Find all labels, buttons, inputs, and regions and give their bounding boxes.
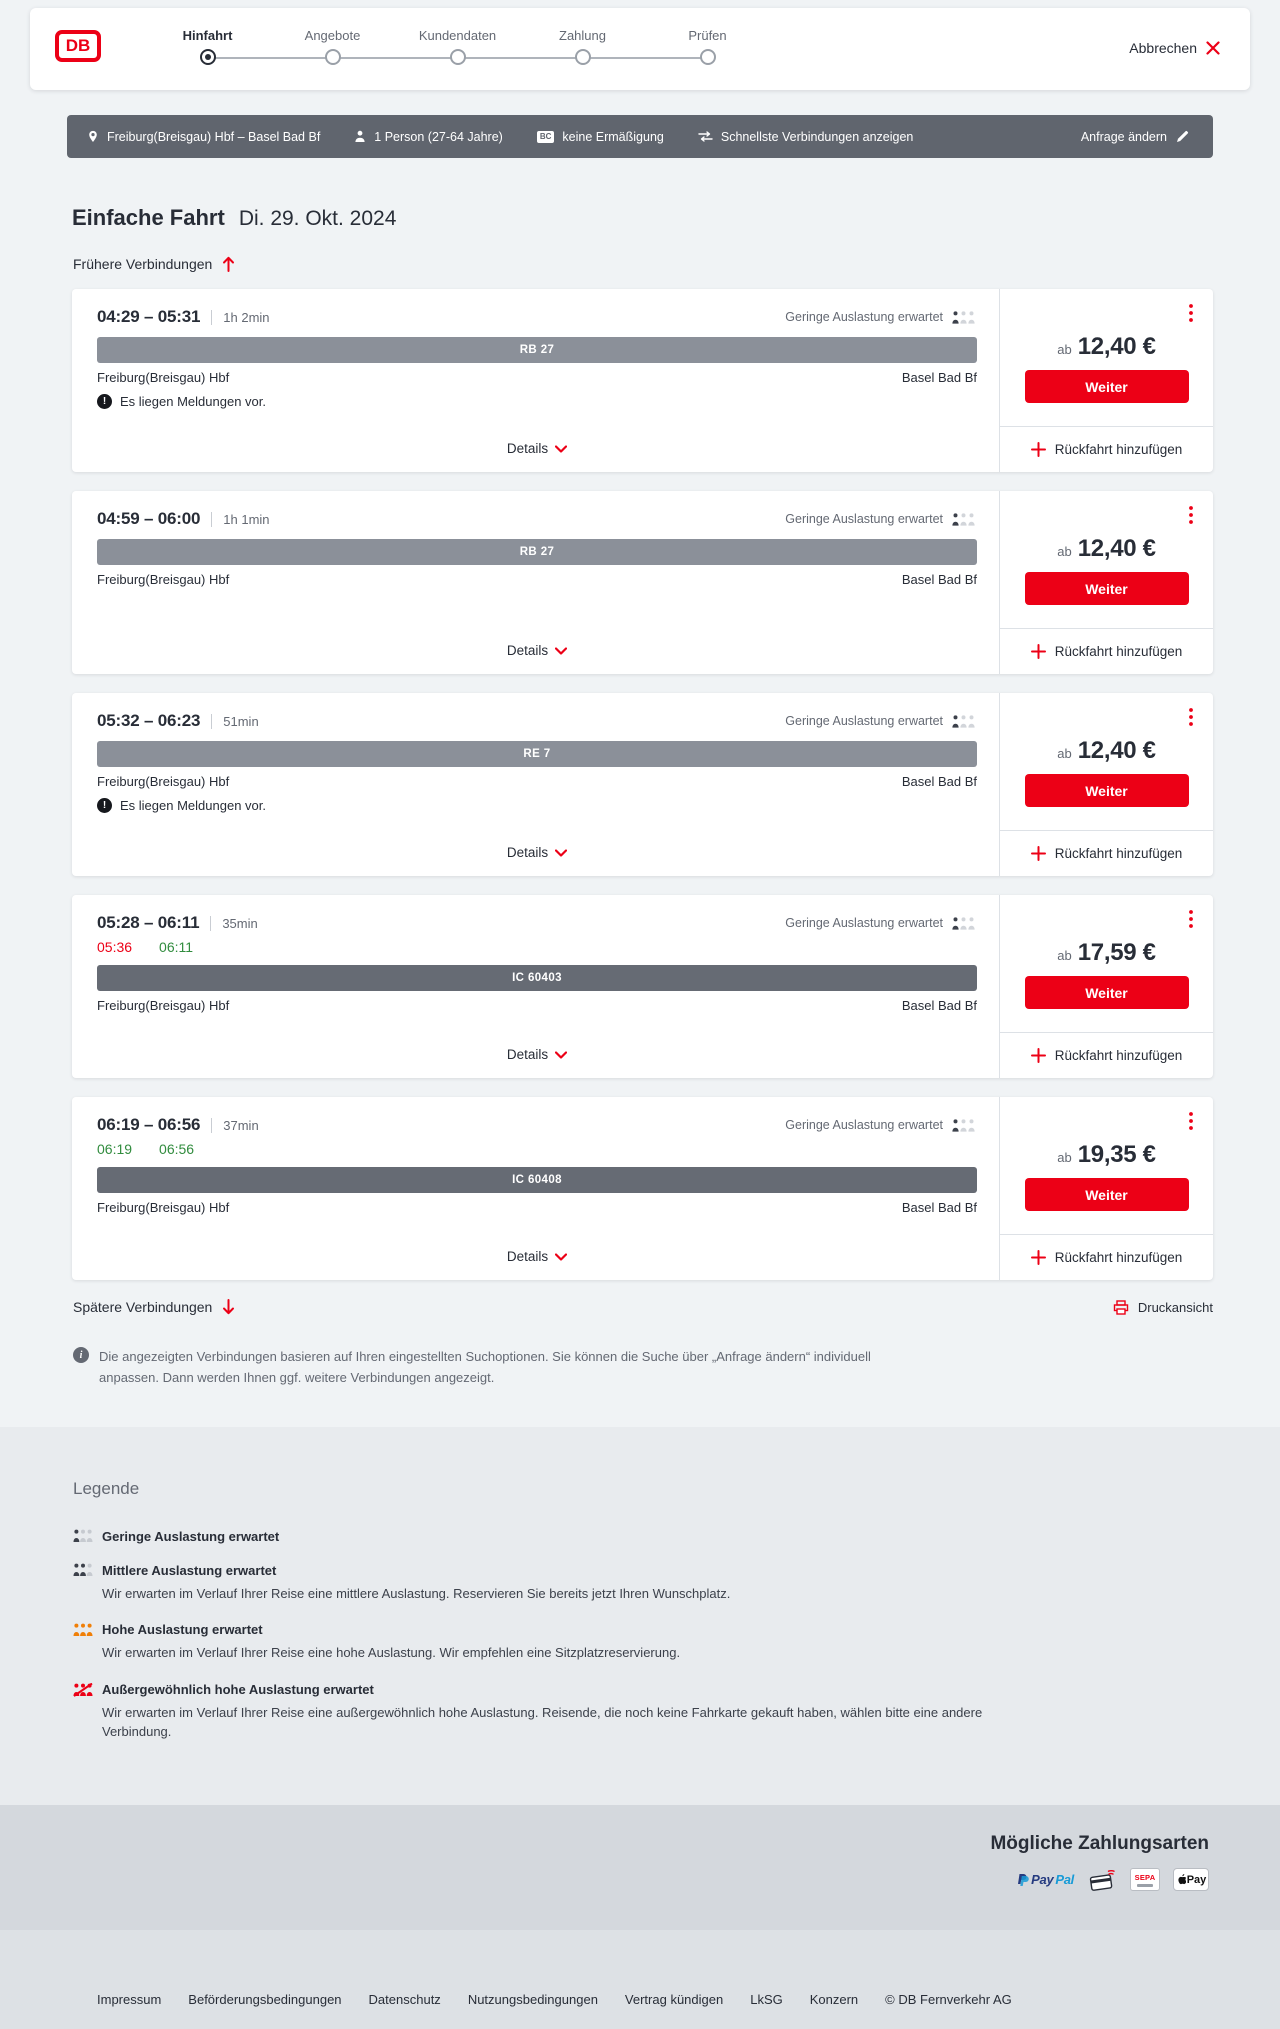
train-segment-bar[interactable]	[97, 741, 977, 767]
progress-step[interactable]	[395, 28, 520, 65]
connection-duration: 35min	[222, 915, 258, 931]
price-prefix: ab	[1057, 342, 1072, 357]
stations-row	[97, 998, 977, 1013]
progress-step-dot	[700, 49, 716, 65]
occupancy-legend-icon	[73, 1683, 93, 1697]
payment-title: Mögliche Zahlungsarten	[990, 1832, 1209, 1854]
price-line	[1000, 1141, 1213, 1169]
progress-step[interactable]	[520, 28, 645, 65]
price-line	[1000, 535, 1213, 563]
train-segment-bar[interactable]	[97, 1167, 977, 1193]
stations-row	[97, 774, 977, 789]
info-note-text: Die angezeigten Verbindungen basieren auf Ihren eingestellten Suchoptionen. Sie können die Suche über „Anfrage ändern“ individuell anpassen. Dann werden Ihnen ggf. weitere Verbindungen angezeigt.	[99, 1349, 871, 1385]
passenger-summary	[354, 130, 503, 144]
connection-times: 05:28 – 06:11	[97, 913, 200, 932]
price: 19,35 €	[1077, 1141, 1156, 1168]
earlier-connections-link[interactable]	[73, 256, 235, 272]
later-row	[67, 1299, 1213, 1315]
results-header	[67, 205, 1213, 231]
price-panel	[1000, 491, 1213, 628]
train-label: RB 27	[519, 546, 555, 558]
progress-steps	[145, 28, 770, 65]
progress-step[interactable]	[270, 28, 395, 65]
route-text: Freiburg(Breisgau) Hbf – Basel Bad Bf	[107, 129, 321, 144]
more-options-button[interactable]	[1187, 1110, 1195, 1135]
sepa-icon: SEPA	[1130, 1868, 1160, 1891]
plus-icon	[1031, 1250, 1046, 1265]
fastest-connections-text: Schnellste Verbindungen anzeigen	[720, 129, 914, 144]
footer-link[interactable]: Datenschutz	[368, 1991, 441, 2007]
header	[30, 8, 1250, 90]
occupancy-icon	[951, 917, 977, 930]
apple-logo-icon	[1176, 1874, 1186, 1886]
paypal-icon: Pay Pal	[1017, 1872, 1074, 1887]
price-panel	[1000, 895, 1213, 1032]
legend-item	[73, 1529, 1213, 1544]
messages-notice	[97, 798, 977, 813]
connection-card	[72, 491, 1213, 674]
details-button[interactable]	[503, 837, 571, 864]
connection-side-panel	[999, 895, 1213, 1078]
occupancy-icon	[951, 1119, 977, 1132]
arrival-station: Basel Bad Bf	[901, 1200, 977, 1215]
add-return-button[interactable]	[1000, 1234, 1213, 1280]
payment-section	[0, 1805, 1280, 1930]
price-line	[1000, 333, 1213, 361]
connection-card	[72, 289, 1213, 472]
price-line	[1000, 737, 1213, 765]
connection-card	[72, 895, 1213, 1078]
footer-link[interactable]: LkSG	[750, 1991, 783, 2007]
printer-icon	[1113, 1300, 1129, 1315]
separator	[211, 1118, 212, 1133]
footer-link[interactable]: Vertrag kündigen	[624, 1991, 724, 2007]
occupancy-label: Geringe Auslastung erwartet	[785, 310, 943, 324]
train-label: RB 27	[519, 344, 555, 356]
connection-times: 06:19 – 06:56	[97, 1115, 201, 1134]
details-button[interactable]	[503, 1241, 571, 1268]
connection-main	[72, 289, 999, 472]
arrow-down-icon	[222, 1299, 235, 1315]
discount-summary	[537, 130, 664, 144]
change-request-button[interactable]	[1081, 130, 1189, 144]
connection-head	[97, 711, 977, 731]
messages-text: Es liegen Meldungen vor.	[120, 394, 266, 409]
chevron-down-icon	[555, 1253, 567, 1261]
continue-button[interactable]: Weiter	[1025, 976, 1189, 1009]
continue-button[interactable]: Weiter	[1025, 774, 1189, 807]
connection-main	[72, 693, 999, 876]
legend-item-label: Geringe Auslastung erwartet	[102, 1528, 280, 1544]
continue-button[interactable]: Weiter	[1025, 572, 1189, 605]
db-logo[interactable]	[55, 30, 101, 62]
progress-step-label: Hinfahrt	[182, 28, 233, 43]
occupancy-label: Geringe Auslastung erwartet	[785, 512, 943, 526]
footer-links	[67, 1930, 1213, 2007]
departure-station: Freiburg(Breisgau) Hbf	[97, 774, 230, 789]
progress-step[interactable]	[645, 28, 770, 65]
legend-item-description: Wir erwarten im Verlauf Ihrer Reise eine hohe Auslastung. Wir empfehlen eine Sitzplatzreservierung.	[102, 1645, 681, 1661]
separator	[211, 310, 212, 325]
realtime-arrival: 06:56	[159, 1141, 195, 1157]
kebab-menu-icon	[1189, 910, 1193, 928]
connection-duration: 1h 1min	[223, 511, 270, 527]
plus-icon	[1031, 644, 1046, 659]
kebab-menu-icon	[1189, 506, 1193, 524]
legend-section	[0, 1427, 1280, 1805]
connection-card	[72, 1097, 1213, 1280]
price-prefix: ab	[1057, 746, 1072, 761]
progress-step-dot	[200, 49, 216, 65]
location-pin-icon	[87, 129, 99, 144]
apple-pay-icon: Pay	[1173, 1868, 1209, 1891]
progress-step-label: Kundendaten	[418, 28, 497, 43]
arrival-station: Basel Bad Bf	[901, 572, 977, 587]
occupancy-label: Geringe Auslastung erwartet	[785, 916, 943, 930]
occupancy-label: Geringe Auslastung erwartet	[785, 714, 943, 728]
price-line	[1000, 939, 1213, 967]
messages-notice	[97, 394, 977, 409]
travel-date: Di. 29. Okt. 2024	[238, 207, 397, 230]
pencil-icon	[1176, 130, 1189, 143]
stations-row	[97, 1200, 977, 1215]
discount-text: keine Ermäßigung	[562, 129, 664, 144]
train-segment-bar[interactable]	[97, 337, 977, 363]
later-connections-link[interactable]	[73, 1299, 235, 1315]
realtime-row	[97, 1141, 977, 1157]
earlier-connections-label: Frühere Verbindungen	[73, 256, 213, 272]
separator	[210, 916, 211, 931]
messages-text: Es liegen Meldungen vor.	[120, 798, 266, 813]
add-return-button[interactable]	[1000, 426, 1213, 472]
add-return-button[interactable]	[1000, 628, 1213, 674]
alert-icon: !	[97, 394, 112, 409]
details-button[interactable]	[503, 1039, 571, 1066]
details-label: Details	[506, 1047, 549, 1062]
print-view-link[interactable]	[1113, 1300, 1213, 1315]
train-label: IC 60403	[512, 972, 562, 984]
occupancy-icon	[951, 715, 977, 728]
footer-link[interactable]: Nutzungsbedingungen	[467, 1991, 598, 2007]
paypal-mark-icon	[1017, 1873, 1029, 1887]
passenger-text: 1 Person (27-64 Jahre)	[374, 129, 503, 144]
progress-step-dot	[575, 49, 591, 65]
price-panel	[1000, 1097, 1213, 1234]
connection-duration: 51min	[223, 713, 259, 729]
info-note	[67, 1347, 1213, 1389]
legend-item-label: Hohe Auslastung erwartet	[102, 1622, 263, 1638]
trip-type-title: Einfache Fahrt	[72, 205, 225, 230]
more-options-button[interactable]	[1187, 706, 1195, 731]
departure-station: Freiburg(Breisgau) Hbf	[97, 998, 230, 1013]
footer	[0, 1930, 1280, 2029]
details-label: Details	[506, 1249, 549, 1264]
occupancy-indicator	[785, 1118, 977, 1132]
progress-step-label: Angebote	[304, 28, 361, 43]
db-logo-text: DB	[65, 36, 91, 55]
bahncard-icon: BC	[537, 131, 555, 143]
continue-button[interactable]: Weiter	[1025, 370, 1189, 403]
departure-station: Freiburg(Breisgau) Hbf	[97, 370, 230, 385]
separator	[211, 512, 212, 527]
realtime-row	[97, 939, 977, 955]
price-panel	[1000, 693, 1213, 830]
print-view-label: Druckansicht	[1137, 1299, 1213, 1315]
cancel-label: Abbrechen	[1129, 40, 1197, 56]
connection-head	[97, 307, 977, 327]
legend-item-description: Wir erwarten im Verlauf Ihrer Reise eine mittlere Auslastung. Reservieren Sie bereits jetzt Ihren Wunschplatz.	[102, 1585, 731, 1601]
add-return-button[interactable]	[1000, 1032, 1213, 1078]
transfer-arrows-icon	[698, 131, 713, 142]
price-prefix: ab	[1057, 948, 1072, 963]
connection-main	[72, 895, 999, 1078]
add-return-label: Rückfahrt hinzufügen	[1054, 1048, 1183, 1063]
connection-main	[72, 491, 999, 674]
kebab-menu-icon	[1189, 708, 1193, 726]
details-button[interactable]	[503, 635, 571, 662]
legend-item	[73, 1682, 1213, 1742]
occupancy-label: Geringe Auslastung erwartet	[785, 1118, 943, 1132]
connection-head	[97, 509, 977, 529]
chevron-down-icon	[555, 647, 567, 655]
occupancy-legend-icon	[73, 1623, 93, 1637]
legend-item-description: Wir erwarten im Verlauf Ihrer Reise eine außergewöhnlich hohe Auslastung. Reisende, die noch keine Fahrkarte gekauft haben, wählen bitte eine andere Verbindung.	[102, 1705, 983, 1740]
arrow-up-icon	[222, 256, 235, 272]
add-return-label: Rückfahrt hinzufügen	[1054, 846, 1183, 861]
fastest-connections-summary	[698, 130, 914, 144]
legend-items	[73, 1529, 1213, 1742]
arrival-station: Basel Bad Bf	[901, 370, 977, 385]
kebab-menu-icon	[1189, 1112, 1193, 1130]
occupancy-legend-icon	[73, 1563, 93, 1577]
progress-step-label: Prüfen	[688, 28, 727, 43]
occupancy-legend-icon	[73, 1529, 93, 1543]
progress-step-dot	[450, 49, 466, 65]
price-panel	[1000, 289, 1213, 426]
info-icon: i	[73, 1347, 89, 1363]
connections-list	[67, 289, 1213, 1280]
details-label: Details	[506, 441, 549, 456]
plus-icon	[1031, 846, 1046, 861]
train-label: IC 60408	[512, 1174, 562, 1186]
more-options-button[interactable]	[1187, 302, 1195, 327]
occupancy-indicator	[785, 310, 977, 324]
chevron-down-icon	[555, 1051, 567, 1059]
details-label: Details	[506, 643, 549, 658]
chevron-down-icon	[555, 445, 567, 453]
alert-icon: !	[97, 798, 112, 813]
footer-link[interactable]: Konzern	[809, 1991, 859, 2007]
train-segment-bar[interactable]	[97, 539, 977, 565]
payment-methods	[1017, 1868, 1209, 1892]
plus-icon	[1031, 1048, 1046, 1063]
credit-card-icon	[1087, 1868, 1117, 1892]
connection-card	[72, 693, 1213, 876]
stations-row	[97, 370, 977, 385]
price-prefix: ab	[1057, 1150, 1072, 1165]
occupancy-indicator	[785, 512, 977, 526]
price: 12,40 €	[1077, 333, 1156, 360]
search-summary-bar	[67, 115, 1213, 158]
train-segment-bar[interactable]	[97, 965, 977, 991]
legend-item-label: Außergewöhnlich hohe Auslastung erwartet	[102, 1682, 374, 1698]
continue-button[interactable]: Weiter	[1025, 1178, 1189, 1211]
connection-head	[97, 1115, 977, 1135]
realtime-departure: 05:36	[97, 939, 133, 955]
connection-head	[97, 913, 977, 933]
add-return-label: Rückfahrt hinzufügen	[1054, 644, 1183, 659]
route-summary	[87, 129, 320, 144]
close-icon	[1206, 41, 1220, 55]
stations-row	[97, 572, 977, 587]
plus-icon	[1031, 442, 1046, 457]
details-button[interactable]	[503, 433, 571, 460]
departure-station: Freiburg(Breisgau) Hbf	[97, 572, 230, 587]
connection-times: 04:29 – 05:31	[97, 307, 201, 326]
chevron-down-icon	[555, 849, 567, 857]
main-content	[67, 90, 1213, 1389]
departure-station: Freiburg(Breisgau) Hbf	[97, 1200, 230, 1215]
add-return-label: Rückfahrt hinzufügen	[1054, 1250, 1183, 1265]
realtime-departure: 06:19	[97, 1141, 133, 1157]
occupancy-icon	[951, 513, 977, 526]
occupancy-icon	[951, 311, 977, 324]
separator	[211, 714, 212, 729]
footer-link[interactable]: Beförderungsbedingungen	[188, 1991, 342, 2007]
legend-item-label: Mittlere Auslastung erwartet	[102, 1562, 277, 1578]
realtime-arrival: 06:11	[159, 939, 194, 955]
price: 12,40 €	[1077, 535, 1156, 562]
occupancy-indicator	[785, 714, 977, 728]
legend-item	[73, 1622, 1213, 1663]
add-return-button[interactable]	[1000, 830, 1213, 876]
connection-side-panel	[999, 491, 1213, 674]
more-options-button[interactable]	[1187, 504, 1195, 529]
connection-times: 04:59 – 06:00	[97, 509, 201, 528]
occupancy-indicator	[785, 916, 977, 930]
change-request-label: Anfrage ändern	[1080, 129, 1167, 144]
price-prefix: ab	[1057, 544, 1072, 559]
price: 17,59 €	[1077, 939, 1156, 966]
connection-side-panel	[999, 1097, 1213, 1280]
connection-side-panel	[999, 289, 1213, 472]
progress-step-label: Zahlung	[559, 28, 606, 43]
later-connections-label: Spätere Verbindungen	[73, 1299, 213, 1315]
details-label: Details	[506, 845, 549, 860]
arrival-station: Basel Bad Bf	[901, 774, 977, 789]
legend-title: Legende	[73, 1478, 140, 1498]
more-options-button[interactable]	[1187, 908, 1195, 933]
arrival-station: Basel Bad Bf	[901, 998, 977, 1013]
connection-duration: 1h 2min	[223, 309, 270, 325]
add-return-label: Rückfahrt hinzufügen	[1054, 442, 1183, 457]
progress-step-dot	[325, 49, 341, 65]
kebab-menu-icon	[1189, 304, 1193, 322]
cancel-button[interactable]	[1129, 40, 1220, 56]
connection-main	[72, 1097, 999, 1280]
footer-link[interactable]: Impressum	[97, 1991, 162, 2007]
connection-times: 05:32 – 06:23	[97, 711, 201, 730]
legend-item	[73, 1563, 1213, 1604]
footer-copyright: © DB Fernverkehr AG	[885, 1991, 1012, 2007]
connection-side-panel	[999, 693, 1213, 876]
price: 12,40 €	[1077, 737, 1156, 764]
progress-step[interactable]	[145, 28, 270, 65]
person-icon	[354, 130, 366, 143]
connection-duration: 37min	[223, 1117, 259, 1133]
train-label: RE 7	[523, 748, 551, 760]
